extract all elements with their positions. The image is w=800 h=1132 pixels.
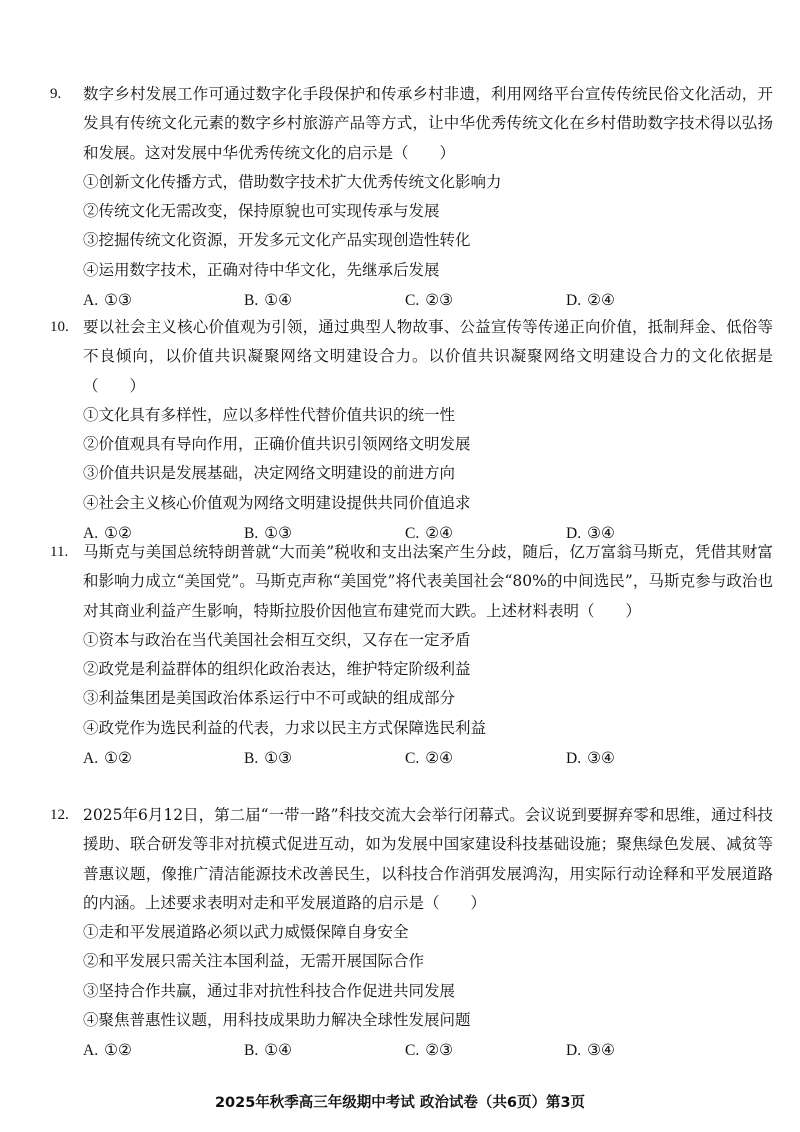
statement-1: ①创新文化传播方式，借助数字技术扩大优秀传统文化影响力	[83, 172, 502, 191]
choice-b[interactable]	[244, 744, 405, 773]
choice-text: ②③	[425, 291, 454, 310]
page-footer: 2025年秋季高三年级期中考试 政治试卷（共6页）第3页	[214, 1095, 586, 1111]
choice-letter: C.	[405, 292, 420, 310]
question-9	[50, 80, 773, 315]
statement-1: ①走和平发展道路必须以武力威慑保障自身安全	[83, 923, 409, 942]
choice-c[interactable]	[405, 1036, 566, 1065]
choice-text: ③④	[587, 524, 615, 543]
choice-text: ②④	[425, 524, 454, 543]
statement-4: ④聚焦普惠性议题，用科技成果助力解决全球性发展问题	[83, 1011, 471, 1030]
choice-letter: A.	[83, 1042, 99, 1060]
choice-text: ①③	[264, 749, 293, 768]
choice-letter: D.	[566, 750, 582, 768]
choice-letter: B.	[244, 1042, 259, 1060]
choice-d[interactable]	[566, 286, 686, 315]
choice-d[interactable]	[566, 1036, 686, 1065]
question-stem: 2025年6月12日，第二届“一带一路”科技交流大会举行闭幕式。会议说到要摒弃零和思维，通过科技援助、联合研发等非对抗模式促进互动，如为发展中国家建设科技基础设施；聚焦绿色发展、减贫等普惠议题，像推广清洁能源技术改善民生，以科技合作消弭发展鸿沟，用实际行动诠释和平发展道路的内涵。上述要求表明对走和平发展道路的启示是（ ）	[83, 806, 773, 912]
choice-letter: A.	[83, 525, 99, 543]
statement-2: ②政党是利益群体的组织化政治表达，维护特定阶级利益	[83, 660, 471, 679]
choice-text: ②③	[425, 1041, 454, 1060]
question-number: 9.	[50, 86, 62, 102]
statement-4: ④运用数字技术，正确对待中华文化，先继承后发展	[83, 260, 440, 279]
choice-letter: C.	[405, 1042, 420, 1060]
choice-letter: B.	[244, 525, 259, 543]
choice-letter: D.	[566, 1042, 582, 1060]
choice-letter: C.	[405, 525, 420, 543]
answer-choices	[83, 744, 773, 773]
statement-4: ④社会主义核心价值观为网络文明建设提供共同价值追求	[83, 493, 471, 512]
choice-c[interactable]	[405, 744, 566, 773]
choice-a[interactable]	[83, 744, 244, 773]
question-number: 12.	[50, 807, 69, 823]
choice-text: ③④	[587, 749, 615, 768]
answer-choices	[83, 1036, 773, 1065]
choice-text: ①④	[264, 291, 293, 310]
statement-3: ③坚持合作共赢，通过非对抗性科技合作促进共同发展	[83, 981, 456, 1000]
question-stem: 要以社会主义核心价值观为引领，通过典型人物故事、公益宣传等传递正向价值，抵制拜金、低俗等不良倾向，以价值共识凝聚网络文明建设合力。以价值共识凝聚网络文明建设合力的文化依据是（ ）	[83, 318, 773, 395]
question-number: 10.	[50, 319, 69, 335]
choice-text: ①③	[264, 524, 293, 543]
choice-d[interactable]	[566, 744, 686, 773]
answer-choices	[83, 286, 773, 315]
choice-text: ①②	[104, 1041, 132, 1060]
choice-a[interactable]	[83, 286, 244, 315]
choice-text: ①②	[104, 524, 132, 543]
question-10	[50, 313, 773, 548]
choice-letter: B.	[244, 292, 259, 310]
choice-text: ②④	[425, 749, 454, 768]
choice-letter: C.	[405, 750, 420, 768]
statement-3: ③利益集团是美国政治体系运行中不可或缺的组成部分	[83, 689, 456, 708]
statement-4: ④政党作为选民利益的代表，力求以民主方式保障选民利益	[83, 718, 487, 737]
statement-1: ①文化具有多样性，应以多样性代替价值共识的统一性	[83, 405, 456, 424]
choice-b[interactable]	[244, 1036, 405, 1065]
question-stem: 数字乡村发展工作可通过数字化手段保护和传承乡村非遗，利用网络平台宣传传统民俗文化活动，开发具有传统文化元素的数字乡村旅游产品等方式，让中华优秀传统文化在乡村借助数字技术得以弘扬和发展。这对发展中华优秀传统文化的启示是（ ）	[83, 85, 773, 162]
choice-text: ①②	[104, 749, 132, 768]
question-11	[50, 538, 773, 773]
choice-letter: D.	[566, 525, 582, 543]
choice-letter: B.	[244, 750, 259, 768]
choice-text: ①④	[264, 1041, 293, 1060]
statement-2: ②传统文化无需改变，保持原貌也可实现传承与发展	[83, 202, 440, 221]
question-stem: 马斯克与美国总统特朗普就“大而美”税收和支出法案产生分歧，随后，亿万富翁马斯克，凭借其财富和影响力成立“美国党”。马斯克声称“美国党”将代表美国社会“80%的中间选民”，马斯克参与政治也对其商业利益产生影响，特斯拉股价因他宣布建党而大跌。上述材料表明（ ）	[83, 543, 773, 620]
question-number: 11.	[50, 544, 69, 560]
choice-text: ①③	[104, 291, 132, 310]
statement-3: ③挖掘传统文化资源，开发多元文化产品实现创造性转化	[83, 231, 471, 250]
question-12	[50, 801, 773, 1066]
choice-c[interactable]	[405, 286, 566, 315]
statement-3: ③价值共识是发展基础，决定网络文明建设的前进方向	[83, 464, 456, 483]
choice-a[interactable]	[83, 1036, 244, 1065]
statement-2: ②和平发展只需关注本国利益，无需开展国际合作	[83, 952, 425, 971]
statement-1: ①资本与政治在当代美国社会相互交织，又存在一定矛盾	[83, 630, 471, 649]
choice-letter: A.	[83, 292, 99, 310]
choice-text: ③④	[587, 1041, 615, 1060]
choice-letter: A.	[83, 750, 99, 768]
choice-letter: D.	[566, 292, 582, 310]
statement-2: ②价值观具有导向作用，正确价值共识引领网络文明发展	[83, 435, 471, 454]
choice-b[interactable]	[244, 286, 405, 315]
choice-text: ②④	[587, 291, 615, 310]
